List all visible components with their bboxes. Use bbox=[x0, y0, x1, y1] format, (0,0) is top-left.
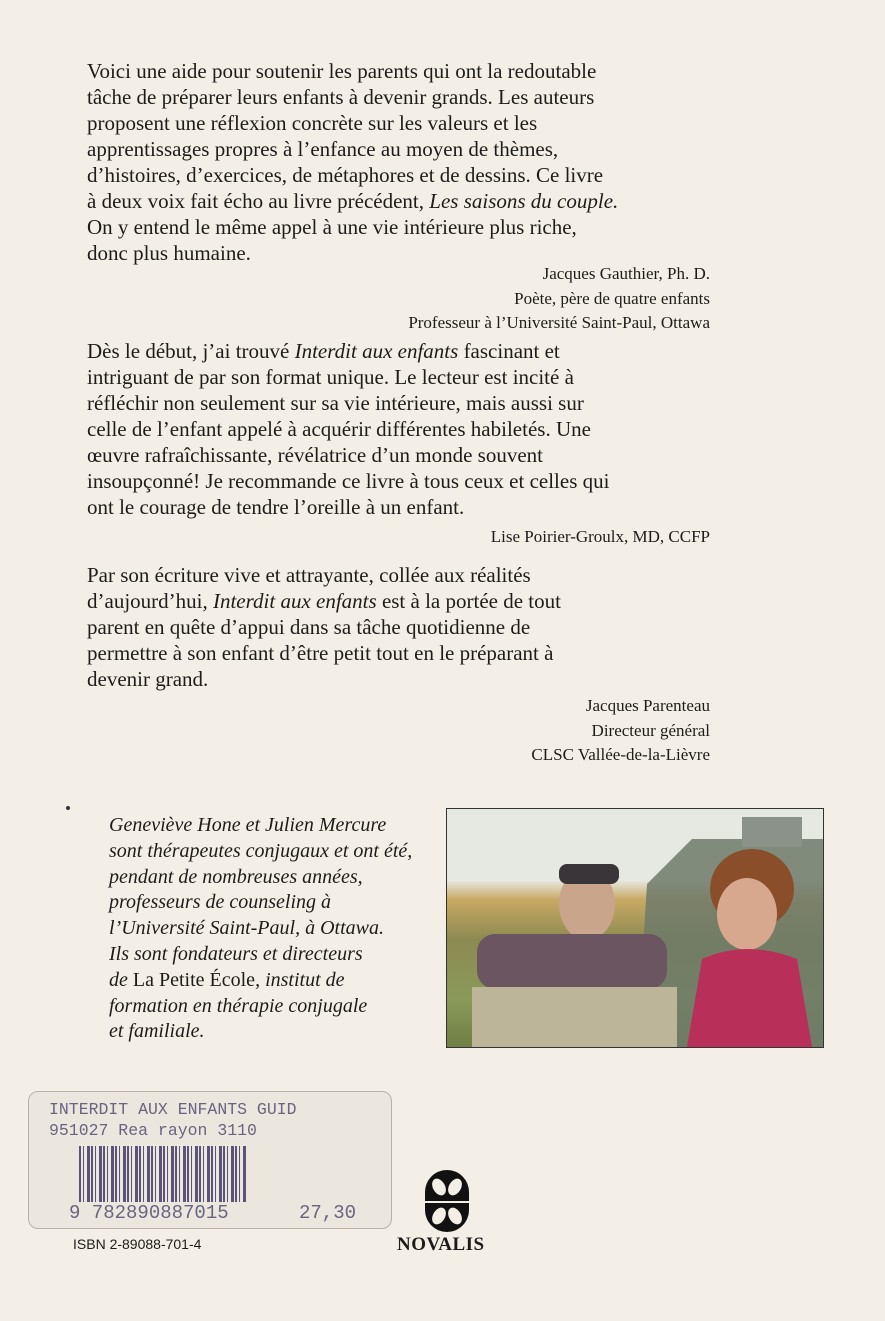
text-segment: œuvre rafraîchissante, révélatrice d’un monde souvent bbox=[87, 443, 543, 467]
text-line bbox=[109, 865, 412, 891]
text-line bbox=[87, 562, 561, 588]
text-segment: professeurs de counseling à bbox=[109, 891, 332, 914]
attribution-line: Professeur à l’Université Saint-Paul, Ottawa bbox=[408, 313, 710, 332]
text-line bbox=[87, 364, 609, 390]
review-2-text bbox=[87, 338, 609, 520]
review-3-attribution bbox=[531, 694, 710, 768]
text-line bbox=[109, 839, 412, 865]
italic-title: Interdit aux enfants bbox=[212, 589, 377, 613]
text-segment: et familiale. bbox=[109, 1020, 205, 1043]
text-segment: Ils sont fondateurs et directeurs bbox=[109, 942, 363, 965]
author-bio bbox=[109, 813, 412, 1045]
text-line bbox=[109, 942, 412, 968]
text-line bbox=[87, 136, 618, 162]
text-segment: Geneviève Hone et Julien Mercure bbox=[109, 814, 387, 836]
italic-title: Interdit aux enfants bbox=[294, 339, 459, 363]
text-segment: intriguant de par son format unique. Le lecteur est incité à bbox=[87, 365, 574, 389]
text-line bbox=[87, 58, 618, 84]
text-line bbox=[87, 416, 609, 442]
text-segment: Dès le début, j’ai trouvé bbox=[87, 339, 295, 363]
text-line bbox=[87, 84, 618, 110]
text-segment: permettre à son enfant d’être petit tout en le préparant à bbox=[87, 641, 554, 665]
text-line bbox=[87, 614, 561, 640]
text-segment: La Petite École bbox=[132, 968, 256, 991]
text-line bbox=[87, 214, 618, 240]
attribution-line: Poète, père de quatre enfants bbox=[514, 288, 710, 308]
text-segment: formation en thérapie conjugale bbox=[109, 994, 368, 1017]
review-2-attribution bbox=[491, 525, 710, 550]
italic-title: Les saisons du couple. bbox=[429, 189, 619, 213]
text-segment: , institut de bbox=[255, 968, 345, 991]
text-line bbox=[87, 188, 618, 214]
text-line bbox=[109, 994, 412, 1020]
review-3-text bbox=[87, 562, 561, 692]
text-line bbox=[109, 813, 412, 839]
text-segment: d’histoires, d’exercices, de métaphores et de dessins. Ce livre bbox=[87, 163, 604, 187]
text-segment: ont le courage de tendre l’oreille à un enfant. bbox=[87, 495, 465, 519]
isbn: ISBN 2-89088-701-4 bbox=[73, 1236, 202, 1252]
text-segment: celle de l’enfant appelé à acquérir différentes habiletés. Une bbox=[87, 417, 591, 441]
text-segment: l’Université Saint-Paul, à Ottawa. bbox=[109, 917, 384, 940]
text-segment: proposent une réflexion concrète sur les valeurs et les bbox=[87, 111, 538, 135]
text-segment: Par son écriture vive et attrayante, collée aux réalités bbox=[87, 563, 531, 587]
review-1-attribution bbox=[408, 262, 710, 336]
text-line bbox=[87, 390, 609, 416]
price-sticker bbox=[28, 1091, 392, 1229]
text-segment: est à la portée de tout bbox=[376, 589, 561, 613]
bullet-dot bbox=[66, 806, 70, 810]
text-segment: parent en quête d’appui dans sa tâche quotidienne de bbox=[87, 615, 531, 639]
text-segment: à deux voix fait écho au livre précédent, bbox=[87, 189, 430, 213]
text-segment: d’aujourd’hui, bbox=[87, 589, 213, 613]
review-1-text bbox=[87, 58, 618, 266]
text-segment: sont thérapeutes conjugaux et ont été, bbox=[109, 839, 413, 862]
text-segment: donc plus humaine. bbox=[87, 241, 251, 265]
text-segment: apprentissages propres à l’enfance au moyen de thèmes, bbox=[87, 137, 559, 161]
sticker-title: INTERDIT AUX ENFANTS GUID bbox=[49, 1100, 297, 1119]
text-segment: fascinant et bbox=[458, 339, 560, 363]
text-line bbox=[87, 162, 618, 188]
text-line bbox=[87, 640, 561, 666]
publisher-name: NOVALIS bbox=[397, 1234, 485, 1255]
text-segment: réfléchir non seulement sur sa vie intérieure, mais aussi sur bbox=[87, 391, 584, 415]
text-segment: Voici une aide pour soutenir les parents qui ont la redoutable bbox=[87, 59, 597, 83]
text-segment: de bbox=[109, 968, 133, 991]
attribution-line: CLSC Vallée-de-la-Lièvre bbox=[531, 745, 710, 764]
barcode-number: 9 782890887015 bbox=[69, 1202, 229, 1224]
text-line bbox=[109, 968, 412, 994]
attribution-line: Lise Poirier-Groulx, MD, CCFP bbox=[490, 527, 710, 546]
text-line bbox=[87, 110, 618, 136]
attribution-line: Jacques Parenteau bbox=[585, 696, 710, 715]
text-segment: insoupçonné! Je recommande ce livre à tous ceux et celles qui bbox=[87, 469, 610, 493]
attribution-line: Directeur général bbox=[591, 720, 710, 740]
barcode bbox=[79, 1146, 247, 1202]
text-line bbox=[87, 666, 561, 692]
text-segment: tâche de préparer leurs enfants à devenir grands. Les auteurs bbox=[87, 85, 595, 109]
author-photo bbox=[446, 808, 824, 1048]
text-segment: pendant de nombreuses années, bbox=[109, 865, 363, 888]
text-segment: devenir grand. bbox=[87, 667, 209, 691]
sticker-code: 951027 Rea rayon 3110 bbox=[49, 1121, 257, 1140]
text-line bbox=[87, 468, 609, 494]
novalis-logo-icon bbox=[425, 1170, 469, 1232]
text-line bbox=[109, 890, 412, 916]
price: 27,30 bbox=[299, 1202, 357, 1224]
text-line bbox=[109, 1019, 412, 1045]
text-line bbox=[87, 442, 609, 468]
attribution-line: Jacques Gauthier, Ph. D. bbox=[542, 264, 710, 283]
text-line bbox=[87, 494, 609, 520]
text-line bbox=[109, 916, 412, 942]
text-segment: On y entend le même appel à une vie intérieure plus riche, bbox=[87, 215, 577, 239]
text-line bbox=[87, 338, 609, 364]
text-line bbox=[87, 588, 561, 614]
